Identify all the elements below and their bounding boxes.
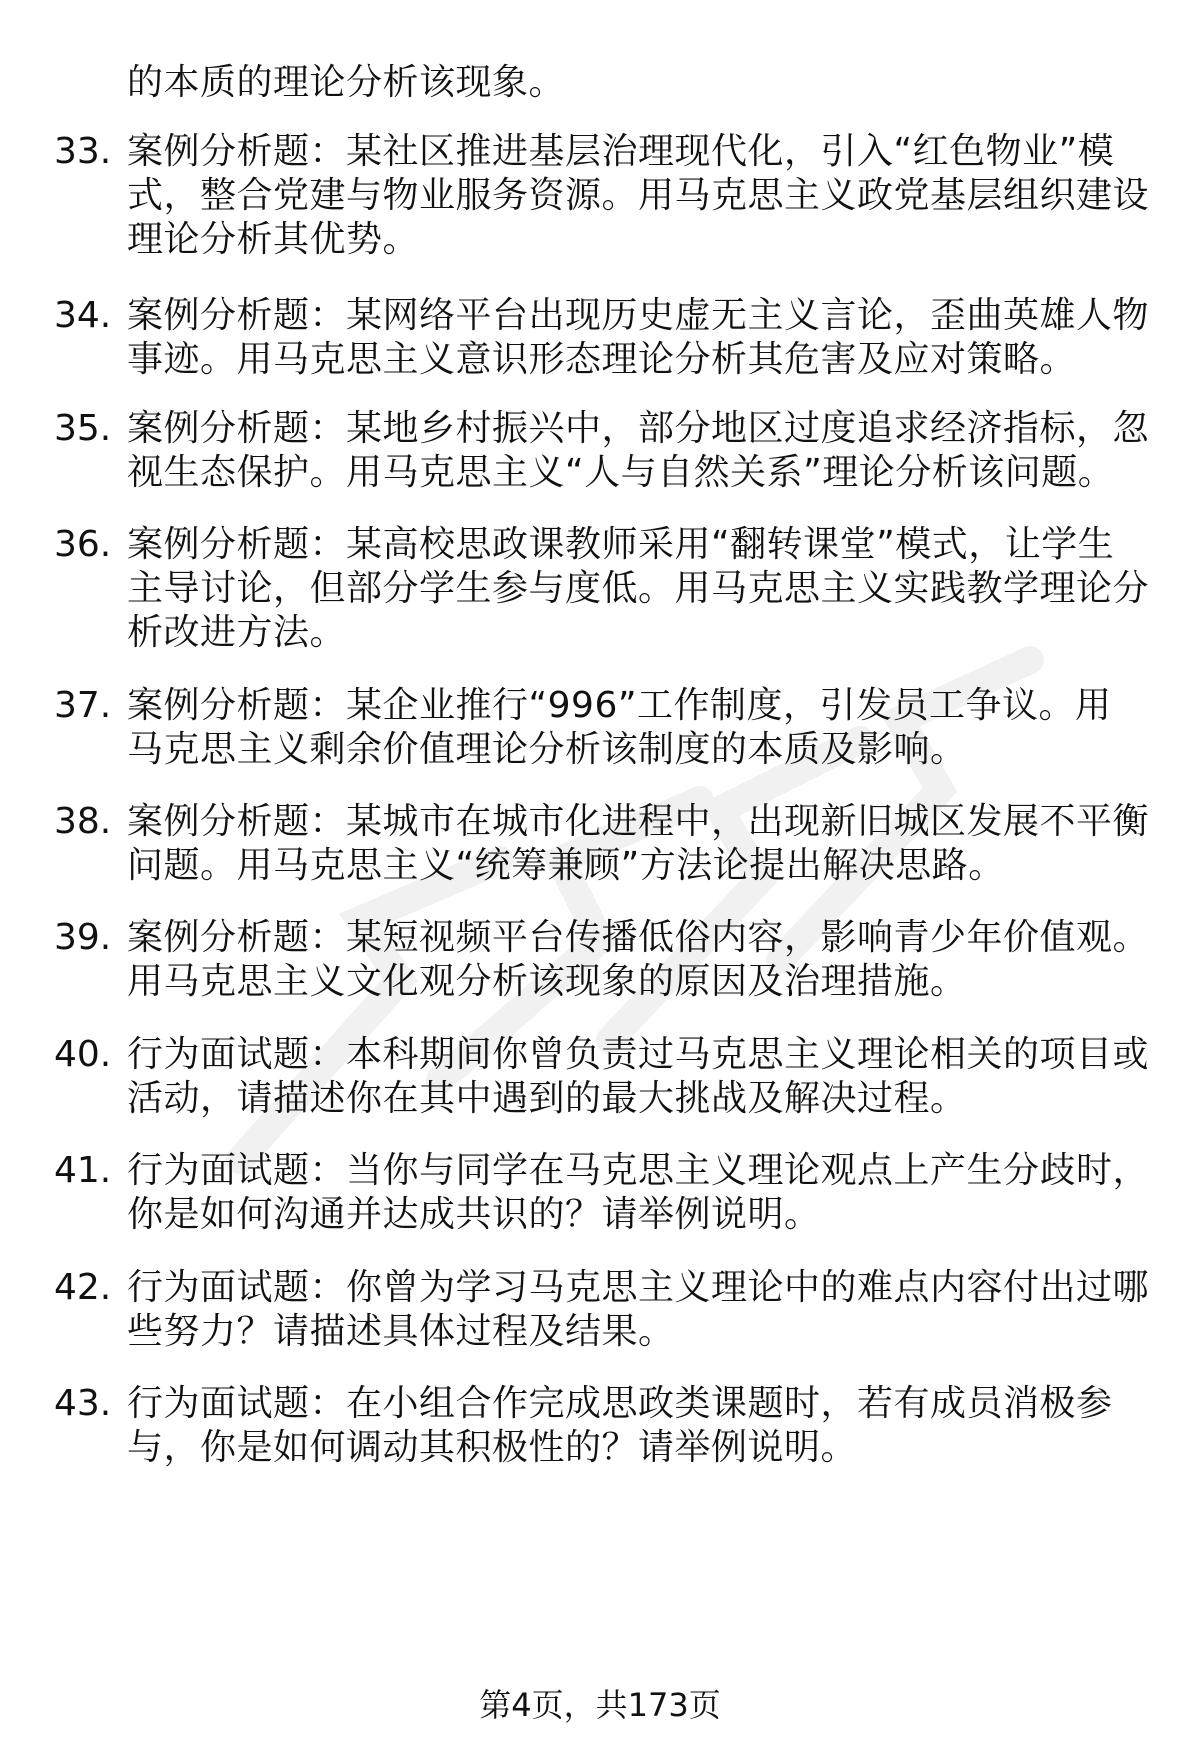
page-number-footer: 第4页，共173页 xyxy=(479,1686,721,1724)
question-text-line: 问题。用马克思主义“统筹兼顾”方法论提出解决思路。 xyxy=(127,845,1005,886)
question-text-line: 马克思主义剩余价值理论分析该制度的本质及影响。 xyxy=(127,729,967,770)
question-number: 33. xyxy=(54,131,112,172)
question-text-line: 主导讨论，但部分学生参与度低。用马克思主义实践教学理论分 xyxy=(127,568,1150,609)
question-number: 43. xyxy=(54,1383,112,1424)
question-number: 35. xyxy=(54,408,112,449)
question-number: 39. xyxy=(54,917,112,958)
question-text-line: 行为面试题：你曾为学习马克思主义理论中的难点内容付出过哪 xyxy=(127,1267,1150,1308)
question-text-line: 案例分析题：某城市在城市化进程中，出现新旧城区发展不平衡 xyxy=(127,801,1150,842)
question-text-line: 案例分析题：某社区推进基层治理现代化，引入“红色物业”模 xyxy=(127,131,1115,172)
lead-in-text: 的本质的理论分析该现象。 xyxy=(127,62,566,103)
question-text-line: 行为面试题：在小组合作完成思政类课题时，若有成员消极参 xyxy=(127,1383,1113,1424)
question-text-line: 行为面试题：本科期间你曾负责过马克思主义理论相关的项目或 xyxy=(127,1034,1150,1075)
question-number: 36. xyxy=(54,524,112,565)
question-number: 38. xyxy=(54,801,112,842)
question-number: 42. xyxy=(54,1267,112,1308)
question-number: 41. xyxy=(54,1150,112,1191)
question-number: 34. xyxy=(54,295,112,336)
question-text-line: 案例分析题：某企业推行“996”工作制度，引发员工争议。用 xyxy=(127,685,1112,726)
question-text-line: 视生态保护。用马克思主义“人与自然关系”理论分析该问题。 xyxy=(127,452,1115,493)
question-number: 40. xyxy=(54,1034,112,1075)
question-text-line: 案例分析题：某网络平台出现历史虚无主义言论，歪曲英雄人物 xyxy=(127,295,1150,336)
question-text-line: 用马克思主义文化观分析该现象的原因及治理措施。 xyxy=(127,961,967,1002)
question-number: 37. xyxy=(54,685,112,726)
question-text-line: 案例分析题：某地乡村振兴中，部分地区过度追求经济指标，忽 xyxy=(127,408,1150,449)
question-text-line: 析改进方法。 xyxy=(127,612,347,653)
question-text-line: 你是如何沟通并达成共识的？请举例说明。 xyxy=(127,1194,821,1235)
question-text-line: 案例分析题：某短视频平台传播低俗内容，影响青少年价值观。 xyxy=(127,917,1150,958)
question-text-line: 些努力？请描述具体过程及结果。 xyxy=(127,1311,675,1352)
question-text-line: 事迹。用马克思主义意识形态理论分析其危害及应对策略。 xyxy=(127,339,1077,380)
question-text-line: 案例分析题：某高校思政课教师采用“翻转课堂”模式，让学生 xyxy=(127,524,1115,565)
question-text-line: 行为面试题：当你与同学在马克思主义理论观点上产生分歧时， xyxy=(127,1150,1150,1191)
question-text-line: 与，你是如何调动其积极性的？请举例说明。 xyxy=(127,1427,858,1468)
question-text-line: 理论分析其优势。 xyxy=(127,219,420,260)
question-text-line: 活动，请描述你在其中遇到的最大挑战及解决过程。 xyxy=(127,1078,967,1119)
question-text-line: 式，整合党建与物业服务资源。用马克思主义政党基层组织建设 xyxy=(127,175,1150,216)
